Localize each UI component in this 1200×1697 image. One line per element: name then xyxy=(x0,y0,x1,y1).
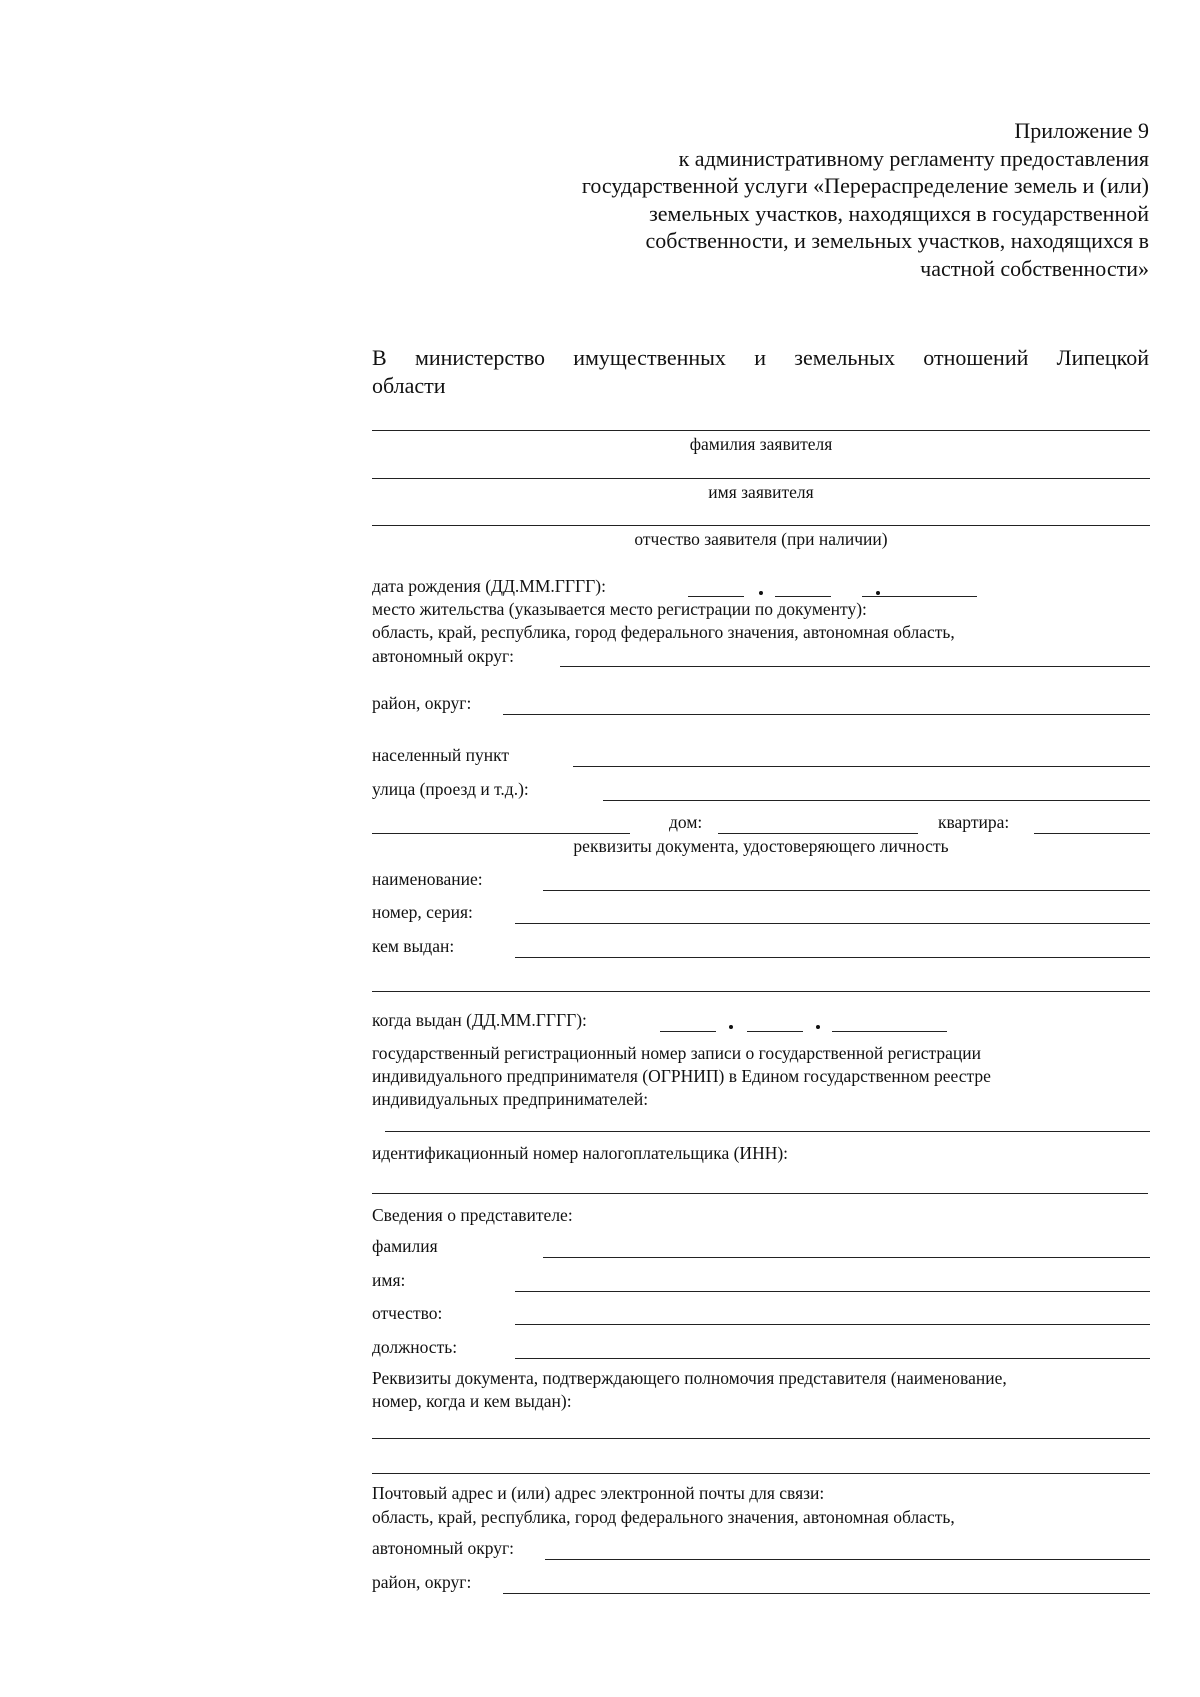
house-label: дом: xyxy=(669,812,703,832)
settlement-label: населенный пункт xyxy=(372,745,510,765)
surname-field[interactable] xyxy=(372,430,1150,431)
rep-surname-label: фамилия xyxy=(372,1236,438,1256)
district-field[interactable] xyxy=(503,714,1150,715)
rep-doc-field-2[interactable] xyxy=(372,1473,1150,1474)
residence-label: место жительства (указывается место регистрации по документу): xyxy=(372,599,867,619)
birth-month-field[interactable] xyxy=(775,596,831,597)
house-field[interactable] xyxy=(718,833,918,834)
patronymic-field[interactable] xyxy=(372,525,1150,526)
inn-label: идентификационный номер налогоплательщика (ИНН): xyxy=(372,1143,789,1163)
appendix-header xyxy=(449,117,1149,282)
addressee xyxy=(372,344,1149,400)
date-separator xyxy=(816,1025,820,1029)
birth-year-field[interactable] xyxy=(862,596,977,597)
autonomous-label: автономный округ: xyxy=(372,646,515,666)
date-separator xyxy=(876,591,880,595)
street-field[interactable] xyxy=(603,800,1150,801)
apartment-label: квартира: xyxy=(938,812,1010,832)
id-doc-issued-by-label: кем выдан: xyxy=(372,936,455,956)
addressee-line-2: области xyxy=(372,373,446,398)
header-line: Приложение 9 xyxy=(1014,118,1149,143)
header-line: собственности, и земельных участков, находящихся в xyxy=(645,228,1149,253)
street-continuation-field[interactable] xyxy=(372,833,630,834)
rep-name-label: имя: xyxy=(372,1270,406,1290)
rep-patronymic-field[interactable] xyxy=(515,1324,1150,1325)
issued-day-field[interactable] xyxy=(660,1031,716,1032)
settlement-field[interactable] xyxy=(573,766,1150,767)
rep-patronymic-label: отчество: xyxy=(372,1303,443,1323)
inn-field[interactable] xyxy=(372,1193,1148,1194)
surname-caption: фамилия заявителя xyxy=(689,434,833,454)
birth-date-label: дата рождения (ДД.ММ.ГГГГ): xyxy=(372,576,606,596)
birth-day-field[interactable] xyxy=(688,596,744,597)
id-doc-title-label: наименование: xyxy=(372,869,483,889)
header-line: частной собственности» xyxy=(920,255,1149,281)
id-doc-heading: реквизиты документа, удостоверяющего личность xyxy=(573,836,949,856)
name-caption: имя заявителя xyxy=(708,482,814,502)
ogrnip-line-2: индивидуального предпринимателя (ОГРНИП) в Едином государственном реестре xyxy=(372,1066,991,1086)
rep-doc-line-2: номер, когда и кем выдан): xyxy=(372,1391,572,1411)
ogrnip-line-3: индивидуальных предпринимателей: xyxy=(372,1089,649,1109)
postal-autonomous-field[interactable] xyxy=(545,1559,1150,1560)
district-label: район, округ: xyxy=(372,693,472,713)
postal-autonomous-label: автономный округ: xyxy=(372,1538,515,1558)
id-doc-number-label: номер, серия: xyxy=(372,902,473,922)
name-field[interactable] xyxy=(372,478,1150,479)
postal-district-field[interactable] xyxy=(503,1593,1150,1594)
rep-position-field[interactable] xyxy=(515,1358,1150,1359)
date-separator xyxy=(759,591,763,595)
rep-doc-field[interactable] xyxy=(372,1438,1150,1439)
id-doc-number-field[interactable] xyxy=(515,923,1150,924)
apartment-field[interactable] xyxy=(1034,833,1150,834)
rep-surname-field[interactable] xyxy=(543,1257,1150,1258)
id-doc-title-field[interactable] xyxy=(543,890,1150,891)
street-label: улица (проезд и т.д.): xyxy=(372,779,529,799)
rep-doc-line-1: Реквизиты документа, подтверждающего полномочия представителя (наименование, xyxy=(372,1368,1007,1388)
rep-name-field[interactable] xyxy=(515,1291,1150,1292)
patronymic-caption: отчество заявителя (при наличии) xyxy=(634,529,888,549)
id-doc-issued-by-field[interactable] xyxy=(515,957,1150,958)
postal-heading: Почтовый адрес и (или) адрес электронной почты для связи: xyxy=(372,1483,825,1503)
header-line: государственной услуги «Перераспределение земель и (или) xyxy=(581,173,1149,198)
autonomous-field[interactable] xyxy=(560,666,1150,667)
id-doc-issued-date-label: когда выдан (ДД.ММ.ГГГГ): xyxy=(372,1010,587,1030)
addressee-line-1: В министерство имущественных и земельных отношений Липецкой xyxy=(372,345,1149,370)
postal-district-label: район, округ: xyxy=(372,1572,472,1592)
header-line: земельных участков, находящихся в государственной xyxy=(649,200,1149,226)
region-label: область, край, республика, город федерального значения, автономная область, xyxy=(372,622,955,642)
representative-heading: Сведения о представителе: xyxy=(372,1205,573,1225)
header-line: к административному регламенту предоставления xyxy=(678,145,1149,171)
postal-region-label: область, край, республика, город федерального значения, автономная область, xyxy=(372,1507,955,1527)
rep-position-label: должность: xyxy=(372,1337,458,1357)
id-doc-issued-by-field-2[interactable] xyxy=(372,991,1150,992)
ogrnip-line-1: государственный регистрационный номер записи о государственной регистрации xyxy=(372,1043,981,1063)
date-separator xyxy=(729,1025,733,1029)
issued-month-field[interactable] xyxy=(747,1031,803,1032)
ogrnip-field[interactable] xyxy=(385,1131,1150,1132)
issued-year-field[interactable] xyxy=(832,1031,947,1032)
